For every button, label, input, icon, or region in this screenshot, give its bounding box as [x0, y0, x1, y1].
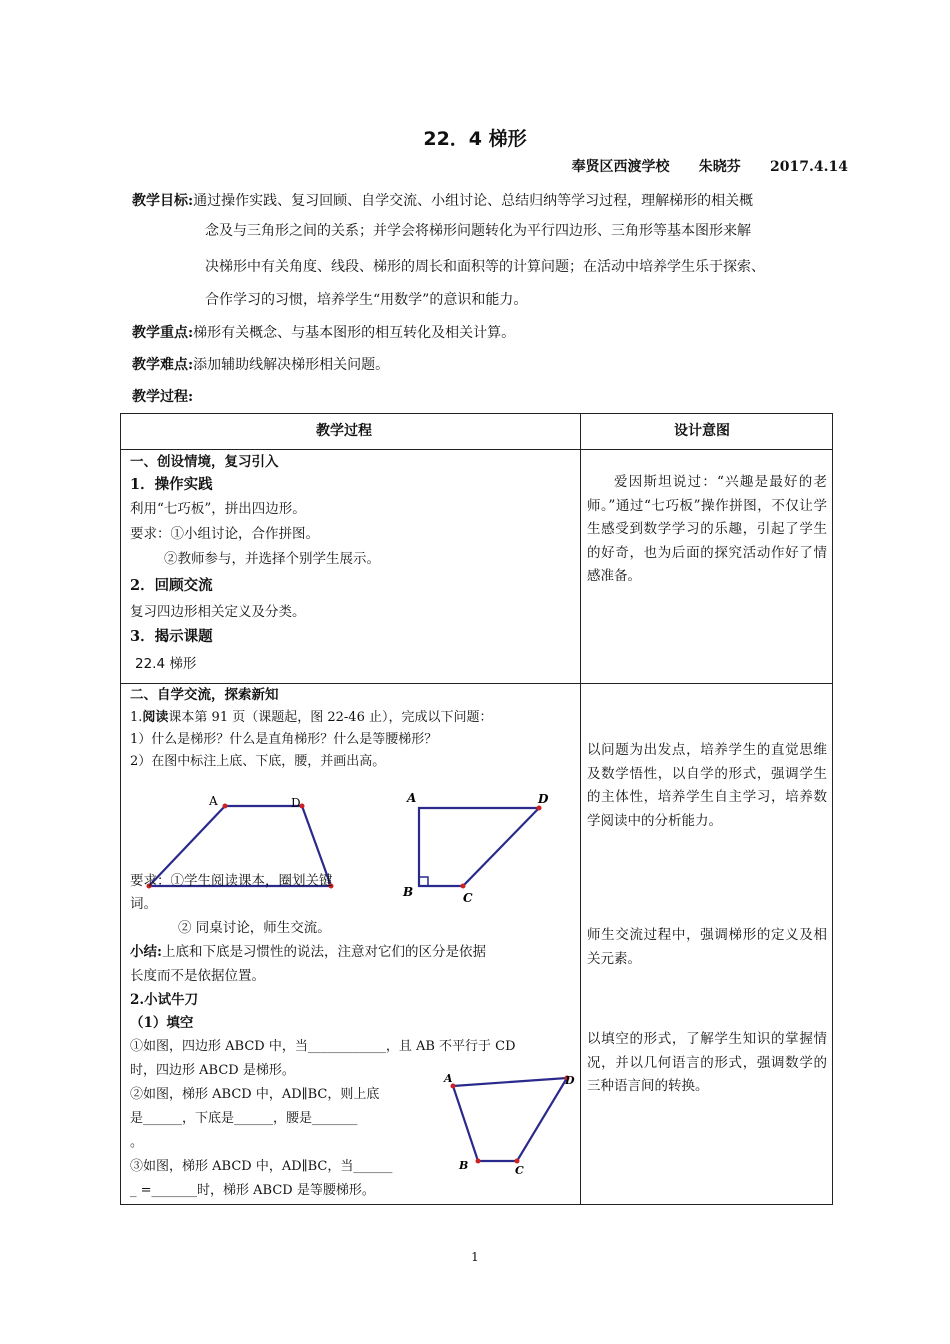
- section2-req1: 要求：①学生阅读课本，圈划关键: [130, 873, 333, 889]
- section2-fill-label: （1）填空: [130, 1015, 194, 1031]
- label-D2: D: [538, 792, 549, 806]
- page-number: 1: [471, 1250, 479, 1264]
- objectives-line1: [132, 186, 852, 216]
- section2-intent2: 师生交流过程中，强调梯形的定义及相关元素。: [587, 927, 827, 967]
- key-points: [132, 322, 515, 342]
- fill-q1a: ①如图，四边形 ABCD 中，当____________，且 AB 不平行于 CD: [130, 1039, 516, 1054]
- fill-q3a: ③如图，梯形 ABCD 中，AD∥BC，当______: [130, 1159, 393, 1174]
- key-points-text: 梯形有关概念、与基本图形的相互转化及相关计算。: [193, 325, 516, 341]
- difficulty-text: 添加辅助线解决梯形相关问题。: [193, 357, 390, 373]
- col-header-intent: 设计意图: [674, 423, 730, 439]
- label-C3: C: [515, 1164, 524, 1177]
- trapezoid-3-shape: [453, 1078, 567, 1161]
- section2-heading: 二、自学交流，探索新知: [130, 687, 279, 703]
- label-A: A: [209, 794, 218, 808]
- section2-sub2: 2.小试牛刀: [130, 992, 199, 1008]
- section1-sub3: 3．揭示课题: [130, 628, 213, 645]
- page-title: 22．4 梯形: [423, 128, 527, 150]
- section2-q1: 1）什么是梯形？什么是直角梯形？什么是等腰梯形？: [130, 732, 438, 747]
- section1-line4: 复习四边形相关定义及分类。: [130, 604, 306, 620]
- section2-read: [130, 706, 492, 731]
- section2-summary: [130, 940, 486, 965]
- section2-q2: 2）在图中标注上底、下底，腰，并画出高。: [130, 754, 386, 769]
- label-B2: B: [403, 885, 414, 899]
- point-C2: [461, 884, 466, 889]
- fill-q2c: 。: [130, 1135, 144, 1150]
- label-C2: C: [463, 891, 473, 905]
- label-D3: D: [565, 1074, 575, 1087]
- right-angle-mark: [419, 877, 428, 886]
- fill-q3b: _ =_______时，梯形 ABCD 是等腰梯形。: [130, 1183, 375, 1198]
- section2-req2: ② 同桌讨论，师生交流。: [178, 920, 331, 936]
- point-B3: [476, 1159, 481, 1164]
- col-header-process: 教学过程: [316, 423, 372, 439]
- objectives-label: 教学目标:: [132, 193, 194, 209]
- label-B3: B: [459, 1159, 469, 1172]
- difficulty: [132, 354, 389, 374]
- label-A2: A: [407, 791, 417, 805]
- summary-label: 小结:: [130, 944, 162, 960]
- objectives-line2: 念及与三角形之间的关系；并学会将梯形问题转化为平行四边形、三角形等基本图形来解: [205, 223, 751, 239]
- section1-heading: 一、创设情境，复习引入: [130, 454, 279, 470]
- objectives-text1: 通过操作实践、复习回顾、自学交流、小组讨论、总结归纳等学习过程，理解梯形的相关概: [193, 193, 754, 209]
- section1-line2: 要求：①小组讨论，合作拼图。: [130, 526, 319, 542]
- section1-line1: 利用“七巧板”，拼出四边形。: [130, 501, 306, 517]
- lesson-table: [120, 413, 833, 1205]
- section2-req1b: 词。: [130, 896, 157, 912]
- section1-sub2: 2．回顾交流: [130, 577, 213, 594]
- read-rest: 课本第 91 页（课题起，图 22-46 止），完成以下问题：: [168, 710, 493, 725]
- fill-q2a: ②如图，梯形 ABCD 中，AD∥BC，则上底: [130, 1087, 380, 1102]
- label-D: D: [291, 796, 301, 810]
- process-label: 教学过程:: [132, 389, 194, 405]
- read-bold: 阅读: [142, 710, 169, 725]
- section2-intent3: 以填空的形式，了解学生知识的掌握情况，并以几何语言的形式，强调数学的三种语言间的转换。: [587, 1031, 827, 1094]
- section1-line5: 22.4 梯形: [135, 656, 197, 672]
- fill-q1b: 时，四边形 ABCD 是梯形。: [130, 1063, 295, 1078]
- key-points-label: 教学重点:: [132, 325, 194, 341]
- section2-intent1: 以问题为出发点，培养学生的直觉思维及数学悟性，以自学的形式，强调学生的主体性，培养学生自主学习，培养数学阅读中的分析能力。: [587, 742, 827, 829]
- fill-q2b: 是______，下底是______，腰是_______: [130, 1111, 358, 1126]
- section1-line3: ②教师参与，并选择个别学生展示。: [164, 551, 380, 567]
- objectives-line4: 合作学习的习惯，培养学生“用数学”的意识和能力。: [205, 292, 528, 308]
- trapezoid-2-shape: [419, 808, 539, 886]
- point-C3: [515, 1159, 520, 1164]
- section1-intent: 爱因斯坦说过：“兴趣是最好的老师。”通过“七巧板”操作拼图，不仅让学生感受到数学学习的乐趣，引起了学生的好奇，也为后面的探究活动作好了情感准备。: [587, 474, 827, 584]
- point-D2: [537, 806, 542, 811]
- figure-trapezoid-2: [397, 790, 567, 910]
- author-line: 奉贤区西渡学校 朱晓芬 2017.4.14: [571, 159, 848, 175]
- read-number: 1.: [130, 710, 143, 725]
- summary-text1: 上底和下底是习惯性的说法，注意对它们的区分是依据: [161, 944, 486, 960]
- objectives-line3: 决梯形中有关角度、线段、梯形的周长和面积等的计算问题；在活动中培养学生乐于探索、: [205, 259, 765, 275]
- figure-trapezoid-3: [441, 1064, 581, 1179]
- section2-summary2: 长度而不是依据位置。: [130, 968, 265, 984]
- section1-sub1: 1．操作实践: [130, 476, 213, 493]
- label-A3: A: [444, 1072, 453, 1085]
- difficulty-label: 教学难点:: [132, 357, 194, 373]
- point-A: [223, 804, 228, 809]
